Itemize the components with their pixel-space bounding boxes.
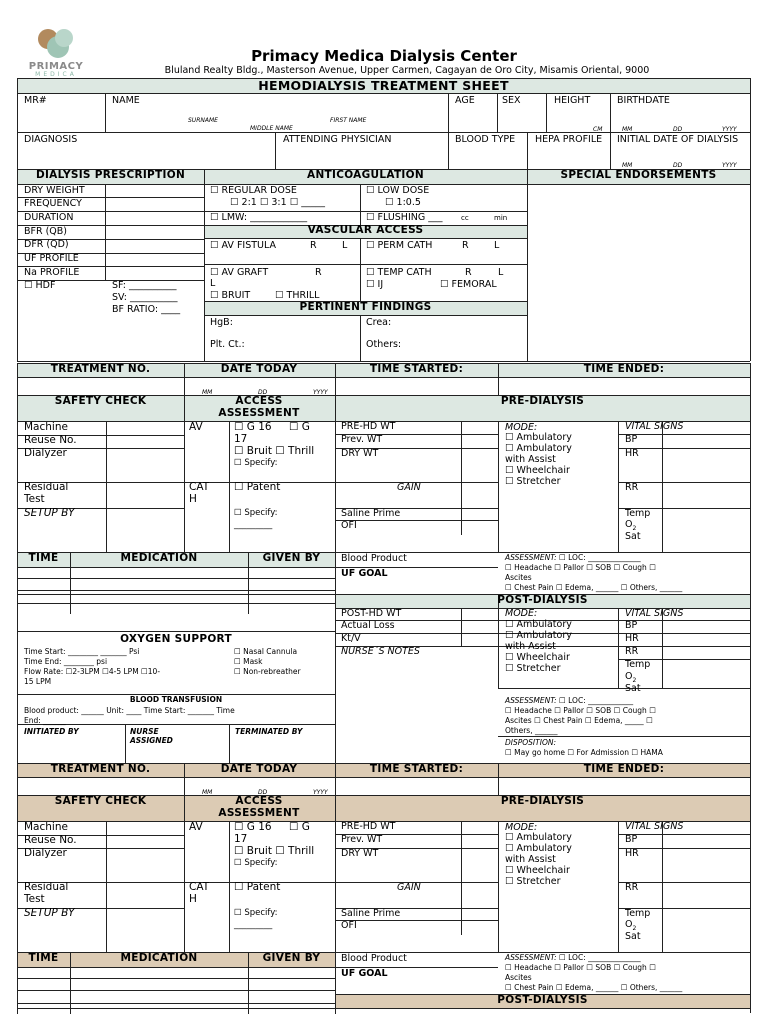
temp-cath-r[interactable]: R xyxy=(465,267,472,278)
grid-line xyxy=(527,132,528,169)
tx1-g16[interactable]: ☐ G 16 xyxy=(234,421,272,433)
oxygen-time-end: Time End: ________ psi xyxy=(24,657,108,666)
grid-line xyxy=(750,363,751,613)
tx1-dry-wt: DRY WT xyxy=(341,448,379,459)
hdf-checkbox[interactable]: ☐ HDF xyxy=(24,280,56,291)
birthdate-label: BIRTHDATE xyxy=(617,95,670,106)
tx2-specify[interactable]: ☐ Specify: xyxy=(234,858,278,868)
transfusion-assigned: ASSIGNED xyxy=(130,736,173,745)
oxygen-mask[interactable]: ☐ Mask xyxy=(234,657,263,666)
oxygen-nonreb[interactable]: ☐ Non-rebreather xyxy=(234,667,301,676)
av-graft-r[interactable]: R xyxy=(315,267,322,278)
grid-line xyxy=(17,990,335,991)
flushing-min: min xyxy=(494,214,508,222)
tx2-treatment-no: TREATMENT NO. xyxy=(50,763,151,775)
post-hd-wt: POST-HD WT xyxy=(341,608,402,619)
tx2-specify2[interactable]: ☐ Specify: xyxy=(234,908,278,918)
tx1-assess-line2: Ascites xyxy=(505,573,532,582)
tx1-setup: SETUP BY xyxy=(24,507,75,519)
grid-line xyxy=(750,594,751,763)
attending-label: ATTENDING PHYSICIAN xyxy=(283,134,392,145)
grid-line xyxy=(618,434,750,435)
grid-line xyxy=(17,594,18,763)
grid-line xyxy=(662,421,663,552)
grid-line xyxy=(17,567,335,568)
tx1-safety-title: SAFETY CHECK xyxy=(54,395,147,407)
grid-line xyxy=(17,377,750,378)
grid-line xyxy=(229,821,230,952)
transfusion-line2: End: ______ xyxy=(24,716,66,725)
tx1-dialyzer: Dialyzer xyxy=(24,447,67,459)
post-title: POST-DIALYSIS xyxy=(497,594,588,606)
tx1-access-title: ACCESS xyxy=(235,395,283,407)
tx1-g17[interactable]: ☐ G xyxy=(289,421,310,433)
center-address: Bluland Realty Bldg., Masterson Avenue, Upper Carmen, Cagayan de Oro City, Misamis Oriental, 9000 xyxy=(164,65,650,76)
tx1-specify[interactable]: ☐ Specify: xyxy=(234,458,278,468)
grid-line xyxy=(17,603,335,604)
tx1-access-title2: ASSESSMENT xyxy=(218,407,300,419)
grid-line xyxy=(610,93,611,169)
sheet-title: HEMODIALYSIS TREATMENT SHEET xyxy=(258,78,509,93)
transfusion-title: BLOOD TRANSFUSION xyxy=(129,695,223,704)
rx-title: DIALYSIS PRESCRIPTION xyxy=(35,169,186,181)
tx2-mm: MM xyxy=(202,789,213,796)
post-ktv: Kt/V xyxy=(341,633,361,644)
grid-line xyxy=(17,777,750,778)
femoral-checkbox[interactable]: ☐ FEMORAL xyxy=(440,279,497,290)
tx2-vital: VITAL SIGNS xyxy=(625,821,684,832)
post-assess-word: ASSESSMENT: xyxy=(505,696,557,705)
tx1-assess-line1[interactable]: ☐ Headache ☐ Pallor ☐ SOB ☐ Cough ☐ xyxy=(505,563,656,572)
post-bp: BP xyxy=(625,620,638,631)
post-sat: Sat xyxy=(625,683,641,694)
vascular-title: VASCULAR ACCESS xyxy=(307,224,424,236)
birth-yyyy-label: YYYY xyxy=(722,126,737,133)
grid-line xyxy=(17,590,335,591)
crea-label: Crea: xyxy=(366,317,392,328)
tx2-bp: BP xyxy=(625,834,638,845)
height-cm-label: CM xyxy=(593,126,603,133)
tx1-av: AV xyxy=(189,421,203,433)
temp-cath-checkbox[interactable]: ☐ TEMP CATH xyxy=(366,267,432,278)
grid-line xyxy=(498,821,499,952)
oxygen-flow[interactable]: Flow Rate: ☐2-3LPM ☐4-5 LPM ☐10- xyxy=(24,667,161,676)
lmw-checkbox[interactable]: ☐ LMW: ____________ xyxy=(210,212,308,223)
bruit-checkbox[interactable]: ☐ BRUIT xyxy=(210,290,251,301)
initial-date-label: INITIAL DATE OF DIALYSIS xyxy=(617,134,739,145)
grid-line xyxy=(498,421,499,552)
grid-line xyxy=(184,363,185,552)
tx2-reuse: Reuse No. xyxy=(24,834,77,846)
tx1-hr: HR xyxy=(625,448,639,459)
grid-line xyxy=(335,920,498,921)
grid-line xyxy=(229,421,230,552)
post-assess xyxy=(505,696,633,705)
tx2-assess-line3[interactable]: ☐ Chest Pain ☐ Edema, ______ ☐ Others, ______ xyxy=(505,983,683,992)
grid-line xyxy=(335,520,498,521)
tx1-specify-line: _________ xyxy=(234,520,273,530)
tx1-wheelchair[interactable]: ☐ Wheelchair xyxy=(505,465,570,476)
tx2-setup: SETUP BY xyxy=(24,907,75,919)
diagnosis-label: DIAGNOSIS xyxy=(24,134,78,145)
regular-dose-options[interactable]: ☐ 2:1 ☐ 3:1 ☐ _____ xyxy=(230,197,325,208)
tx1-ambulatory-assist[interactable]: ☐ Ambulatory xyxy=(505,443,572,454)
grid-line xyxy=(17,978,335,979)
grid-line xyxy=(17,631,335,632)
tx1-mode: MODE: xyxy=(505,422,538,433)
thrill-checkbox[interactable]: ☐ THRILL xyxy=(275,290,320,301)
rx-item-6: Na PROFILE xyxy=(24,267,80,278)
tx2-cat: CAT xyxy=(189,881,210,893)
grid-line xyxy=(204,264,527,265)
tx1-assess-label xyxy=(505,553,641,562)
tx2-ambulatory-assist[interactable]: ☐ Ambulatory xyxy=(505,843,572,854)
tx1-o2-label: O xyxy=(625,519,633,530)
age-label: AGE xyxy=(455,95,475,106)
middle-name-label: MIDDLE NAME xyxy=(250,125,293,132)
sv-field: SV: __________ xyxy=(112,292,178,303)
hepa-label: HEPA PROFILE xyxy=(535,134,603,145)
name-label: NAME xyxy=(112,95,140,106)
perm-cath-l[interactable]: L xyxy=(494,240,500,251)
av-fistula-checkbox[interactable]: ☐ AV FISTULA xyxy=(210,240,277,251)
birth-mm-label: MM xyxy=(622,126,633,133)
tx1-gain: GAIN xyxy=(397,482,421,493)
tx2-bruit-thrill[interactable]: ☐ Bruit ☐ Thrill xyxy=(234,845,315,857)
tx1-bruit-thrill[interactable]: ☐ Bruit ☐ Thrill xyxy=(234,445,315,457)
post-o2-sub: 2 xyxy=(632,676,637,684)
post-stretcher[interactable]: ☐ Stretcher xyxy=(505,663,561,674)
first-name-label: FIRST NAME xyxy=(330,117,367,124)
grid-line xyxy=(17,594,335,595)
tx2-assess-line2: Ascites xyxy=(505,973,532,982)
grid-line xyxy=(17,1008,750,1009)
tx2-wheelchair[interactable]: ☐ Wheelchair xyxy=(505,865,570,876)
tx1-pre-hd-wt: PRE-HD WT xyxy=(341,421,396,432)
tx1-sat: Sat xyxy=(625,531,641,542)
tx2-time-started: TIME STARTED: xyxy=(369,763,464,775)
tx1-mm: MM xyxy=(202,389,213,396)
tx1-patent[interactable]: ☐ Patent xyxy=(234,481,281,493)
tx2-ambulatory[interactable]: ☐ Ambulatory xyxy=(505,832,572,843)
grid-line xyxy=(461,821,462,935)
tx2-residual: Residual xyxy=(24,881,69,893)
grid-line xyxy=(204,315,527,316)
grid-line xyxy=(106,821,107,952)
tx2-with-assist: with Assist xyxy=(505,854,556,865)
av-fistula-r[interactable]: R xyxy=(310,240,317,251)
sex-label: SEX xyxy=(502,95,521,106)
height-label: HEIGHT xyxy=(554,95,591,106)
rx-item-1: FREQUENCY xyxy=(24,198,82,209)
tx2-specify-line: _________ xyxy=(234,920,273,930)
anti-title: ANTICOAGULATION xyxy=(307,169,424,181)
logo-text-bottom: MEDICA xyxy=(35,71,77,78)
perm-cath-checkbox[interactable]: ☐ PERM CATH xyxy=(366,240,433,251)
grid-line xyxy=(498,736,750,737)
oxygen-title: OXYGEN SUPPORT xyxy=(120,633,232,645)
post-vital: VITAL SIGNS xyxy=(625,608,684,619)
tx2-assess-word: ASSESSMENT: xyxy=(505,953,557,962)
tx2-gain: GAIN xyxy=(397,882,421,893)
tx1-treatment-no: TREATMENT NO. xyxy=(50,363,151,375)
tx1-rr: RR xyxy=(625,482,639,493)
grid-line xyxy=(618,821,619,952)
special-title: SPECIAL ENDORSEMENTS xyxy=(560,169,717,181)
grid-line xyxy=(17,967,335,968)
tx2-access-title2: ASSESSMENT xyxy=(218,807,300,819)
transfusion-terminated: TERMINATED BY xyxy=(235,727,303,736)
flushing-checkbox[interactable]: ☐ FLUSHING ___ xyxy=(366,212,443,223)
birth-dd-label: DD xyxy=(673,126,683,133)
tx1-med-given: GIVEN BY xyxy=(262,552,321,564)
grid-line xyxy=(461,608,462,646)
surname-label: SURNAME xyxy=(188,117,218,124)
post-hr: HR xyxy=(625,633,639,644)
post-mode: MODE: xyxy=(505,608,538,619)
tx1-date-today: DATE TODAY xyxy=(220,363,298,375)
post-assess-loc[interactable]: ☐ LOC: ____________ xyxy=(559,696,634,705)
ij-checkbox[interactable]: ☐ IJ xyxy=(366,279,384,290)
post-with-assist: with Assist xyxy=(505,641,556,652)
tx2-yyyy: YYYY xyxy=(313,789,328,796)
rx-item-4: DFR (QD) xyxy=(24,239,69,250)
tx1-machine: Machine xyxy=(24,421,68,433)
tx1-ambulatory[interactable]: ☐ Ambulatory xyxy=(505,432,572,443)
tx2-mode: MODE: xyxy=(505,822,538,833)
tx1-time-started: TIME STARTED: xyxy=(369,363,464,375)
tx1-ofi: OFI xyxy=(341,520,357,531)
grid-line xyxy=(498,594,499,688)
rx-item-0: DRY WEIGHT xyxy=(24,185,85,196)
tx2-patent[interactable]: ☐ Patent xyxy=(234,881,281,893)
tx2-g17[interactable]: ☐ G xyxy=(289,821,310,833)
tx2-o2-sub: 2 xyxy=(632,924,637,932)
grid-line xyxy=(17,132,750,133)
grid-line xyxy=(105,93,106,132)
tx2-temp: Temp xyxy=(625,908,651,919)
tx1-residual: Residual xyxy=(24,481,69,493)
center-name: Primacy Medica Dialysis Center xyxy=(251,47,517,65)
grid-line xyxy=(17,1003,335,1004)
grid-line xyxy=(17,93,750,94)
low-dose-checkbox[interactable]: ☐ LOW DOSE xyxy=(366,185,430,196)
tx2-ofi: OFI xyxy=(341,920,357,931)
tx1-vital: VITAL SIGNS xyxy=(625,421,684,432)
av-graft-l[interactable]: L xyxy=(210,278,216,289)
temp-cath-l[interactable]: L xyxy=(498,267,504,278)
tx1-pre-title: PRE-DIALYSIS xyxy=(500,395,585,407)
transfusion-nurse: NURSE xyxy=(130,727,159,736)
tx1-blood-product: Blood Product xyxy=(341,553,407,564)
grid-line xyxy=(125,724,126,763)
tx1-cat: CAT xyxy=(189,481,210,493)
grid-line xyxy=(17,78,18,361)
findings-title: PERTINENT FINDINGS xyxy=(299,301,432,313)
initial-mm-label: MM xyxy=(622,162,633,169)
grid-line xyxy=(618,620,750,621)
post-assess-line2[interactable]: Ascites ☐ Chest Pain ☐ Edema, _____ ☐ xyxy=(505,716,653,725)
regular-dose-checkbox[interactable]: ☐ REGULAR DOSE xyxy=(210,185,297,196)
tx1-dd: DD xyxy=(258,389,268,396)
grid-line xyxy=(527,169,528,361)
post-disp-line[interactable]: ☐ May go home ☐ For Admission ☐ HAMA xyxy=(505,748,663,757)
tx1-specify2[interactable]: ☐ Specify: xyxy=(234,508,278,518)
flushing-cc: cc xyxy=(461,214,469,222)
tx2-post-title: POST-DIALYSIS xyxy=(497,994,588,1006)
tx2-med-time: TIME xyxy=(28,952,59,964)
tx2-g17b: 17 xyxy=(234,833,248,845)
av-fistula-l[interactable]: L xyxy=(342,240,348,251)
tx1-assess-loc[interactable]: ☐ LOC: ______________ xyxy=(559,553,641,562)
tx2-pre-hd-wt: PRE-HD WT xyxy=(341,821,396,832)
av-graft-checkbox[interactable]: ☐ AV GRAFT xyxy=(210,267,269,278)
tx2-stretcher[interactable]: ☐ Stretcher xyxy=(505,876,561,887)
tx1-cath: H xyxy=(189,493,197,505)
post-assess-line1[interactable]: ☐ Headache ☐ Pallor ☐ SOB ☐ Cough ☐ xyxy=(505,706,656,715)
post-actual-loss: Actual Loss xyxy=(341,620,395,631)
tx2-safety-title: SAFETY CHECK xyxy=(54,795,147,807)
grid-line xyxy=(360,184,361,225)
grid-line xyxy=(461,421,462,535)
tx2-pre-title: PRE-DIALYSIS xyxy=(500,795,585,807)
transfusion-initiated: INITIATED BY xyxy=(24,727,79,736)
plt-label: Plt. Ct.: xyxy=(210,339,245,350)
grid-line xyxy=(335,594,336,763)
tx1-o2-sub: 2 xyxy=(632,524,637,532)
tx1-med-medication: MEDICATION xyxy=(120,552,198,564)
tx2-cath: H xyxy=(189,893,197,905)
post-ambulatory-assist[interactable]: ☐ Ambulatory xyxy=(505,630,572,641)
tx2-med-medication: MEDICATION xyxy=(120,952,198,964)
grid-line xyxy=(360,238,361,301)
mr-label: MR# xyxy=(24,95,47,106)
post-o2-label: O xyxy=(625,671,633,682)
tx2-uf-goal: UF GOAL xyxy=(341,968,388,979)
tx2-prev-wt: Prev. WT xyxy=(341,834,383,845)
tx1-time-ended: TIME ENDED: xyxy=(583,363,665,375)
grid-line xyxy=(750,763,751,1013)
tx1-with-assist: with Assist xyxy=(505,454,556,465)
grid-line xyxy=(448,93,449,169)
grid-line xyxy=(498,688,750,689)
grid-line xyxy=(229,724,230,763)
post-wheelchair[interactable]: ☐ Wheelchair xyxy=(505,652,570,663)
tx2-med-given: GIVEN BY xyxy=(262,952,321,964)
tx1-med-time: TIME xyxy=(28,552,59,564)
tx2-rr: RR xyxy=(625,882,639,893)
tx1-prev-wt: Prev. WT xyxy=(341,434,383,445)
tx2-o2-label: O xyxy=(625,919,633,930)
grid-line xyxy=(17,361,750,362)
tx1-yyyy: YYYY xyxy=(313,389,328,396)
perm-cath-r[interactable]: R xyxy=(462,240,469,251)
oxygen-nasal[interactable]: ☐ Nasal Cannula xyxy=(234,647,298,656)
tx1-bp: BP xyxy=(625,434,638,445)
tx2-time-ended: TIME ENDED: xyxy=(583,763,665,775)
rx-item-2: DURATION xyxy=(24,212,74,223)
rx-item-5: UF PROFILE xyxy=(24,253,79,264)
grid-line xyxy=(275,132,276,169)
tx2-machine: Machine xyxy=(24,821,68,833)
initial-yyyy-label: YYYY xyxy=(722,162,737,169)
grid-line xyxy=(497,93,498,132)
grid-line xyxy=(184,763,185,952)
tx2-hr: HR xyxy=(625,848,639,859)
tx2-test: Test xyxy=(24,893,45,905)
grid-line xyxy=(618,421,619,552)
post-temp: Temp xyxy=(625,659,651,670)
hgb-label: HgB: xyxy=(210,317,233,328)
rx-item-3: BFR (QB) xyxy=(24,226,68,237)
tx1-assess-word: ASSESSMENT: xyxy=(505,553,557,562)
initial-dd-label: DD xyxy=(673,162,683,169)
tx2-access-title: ACCESS xyxy=(235,795,283,807)
grid-line xyxy=(17,578,335,579)
tx1-uf-goal: UF GOAL xyxy=(341,568,388,579)
tx1-assess-line3[interactable]: ☐ Chest Pain ☐ Edema, ______ ☐ Others, ______ xyxy=(505,583,683,592)
others-label: Others: xyxy=(366,339,402,350)
sf-field: SF: __________ xyxy=(112,280,177,291)
tx2-dialyzer: Dialyzer xyxy=(24,847,67,859)
tx2-g16[interactable]: ☐ G 16 xyxy=(234,821,272,833)
grid-line xyxy=(662,821,663,952)
tx1-reuse: Reuse No. xyxy=(24,434,77,446)
grid-line xyxy=(204,169,205,361)
tx1-temp: Temp xyxy=(625,508,651,519)
grid-line xyxy=(360,315,361,361)
grid-line xyxy=(546,93,547,132)
tx2-assess-line1[interactable]: ☐ Headache ☐ Pallor ☐ SOB ☐ Cough ☐ xyxy=(505,963,656,972)
tx2-assess-label xyxy=(505,953,641,962)
oxygen-flow2: 15 LPM xyxy=(24,677,52,686)
oxygen-time-start: Time Start: ________ _______ Psi xyxy=(24,647,140,656)
post-disposition: DISPOSITION: xyxy=(505,738,556,747)
post-rr: RR xyxy=(625,646,639,657)
logo-text-top: PRIMACY xyxy=(28,61,84,72)
tx2-blood-product: Blood Product xyxy=(341,953,407,964)
grid-line xyxy=(204,238,527,239)
tx1-g17b: 17 xyxy=(234,433,248,445)
post-notes: NURSE´S NOTES xyxy=(341,646,420,657)
post-assess-line3[interactable]: Others, ______ xyxy=(505,726,558,735)
transfusion-line1: Blood product: ______ Unit: ____ Time Start: _______ Time xyxy=(24,706,235,715)
tx1-test: Test xyxy=(24,493,45,505)
bf-ratio-field: BF RATIO: ____ xyxy=(112,304,181,315)
tx2-dd: DD xyxy=(258,789,268,796)
tx1-stretcher[interactable]: ☐ Stretcher xyxy=(505,476,561,487)
tx1-saline: Saline Prime xyxy=(341,508,401,519)
tx2-av: AV xyxy=(189,821,203,833)
grid-line xyxy=(618,834,750,835)
low-dose-options[interactable]: ☐ 1:0.5 xyxy=(385,197,421,208)
tx2-date-today: DATE TODAY xyxy=(220,763,298,775)
grid-line xyxy=(106,421,107,552)
tx2-dry-wt: DRY WT xyxy=(341,848,379,859)
tx2-sat: Sat xyxy=(625,931,641,942)
post-ambulatory[interactable]: ☐ Ambulatory xyxy=(505,619,572,630)
tx2-assess-loc[interactable]: ☐ LOC: ______________ xyxy=(559,953,641,962)
tx2-saline: Saline Prime xyxy=(341,908,401,919)
blood-type-label: BLOOD TYPE xyxy=(455,134,516,145)
grid-line xyxy=(750,78,751,361)
